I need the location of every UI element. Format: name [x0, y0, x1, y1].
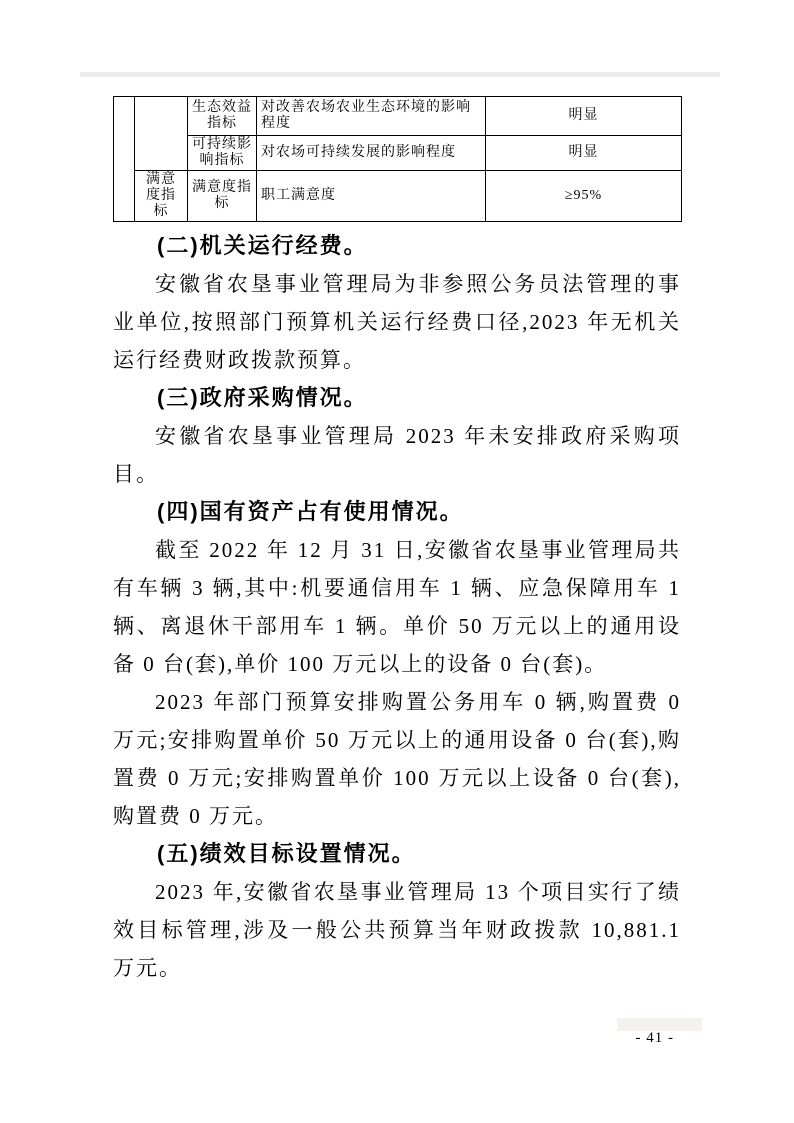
document-body [113, 227, 681, 987]
paragraph: 安徽省农垦事业管理局为非参照公务员法管理的事业单位,按照部门预算机关运行经费口径,2023 年无机关运行经费财政拨款预算。 [113, 272, 681, 372]
table-cell-indicator-type: 生态效益指标 [188, 97, 257, 136]
table-row [114, 97, 682, 136]
section-heading-2: (二)机关运行经费。 [157, 233, 368, 258]
table-cell-value: ≥95% [486, 171, 682, 222]
table-cell-value: 明显 [486, 136, 682, 171]
paragraph: 安徽省农垦事业管理局 2023 年未安排政府采购项目。 [113, 424, 681, 486]
paragraph: 2023 年部门预算安排购置公务用车 0 辆,购置费 0 万元;安排购置单价 50 万元以上的通用设备 0 台(套),购置费 0 万元;安排购置单价 100 万元以上设备 0 台(套),购置费 0 万元。 [113, 690, 681, 828]
table-row [114, 136, 682, 171]
table-cell-indicator: 对农场可持续发展的影响程度 [257, 136, 486, 171]
table-cell-indicator-type: 满意度指标 [188, 171, 257, 222]
section-heading-4: (四)国有资产占有使用情况。 [157, 499, 464, 524]
table-cell-value: 明显 [486, 97, 682, 136]
paragraph: 截至 2022 年 12 月 31 日,安徽省农垦事业管理局共有车辆 3 辆,其中:机要通信用车 1 辆、应急保障用车 1 辆、离退休干部用车 1 辆。单价 50 万元以上的通用设备 0 台(套),单价 100 万元以上的设备 0 台(套)。 [113, 538, 681, 676]
table-cell-category-empty [135, 97, 188, 171]
performance-indicators-table [113, 96, 682, 222]
section-heading-3: (三)政府采购情况。 [157, 385, 368, 410]
table-cell-indicator: 职工满意度 [257, 171, 486, 222]
table-cell-indicator: 对改善农场农业生态环境的影响程度 [257, 97, 486, 136]
page-number: - 41 - [635, 1030, 674, 1046]
table-cell-category: 满意度指标 [135, 171, 188, 222]
table-row [114, 171, 682, 222]
section-heading-5: (五)绩效目标设置情况。 [157, 841, 416, 866]
table-cell-spanner-empty [114, 97, 135, 222]
paragraph: 2023 年,安徽省农垦事业管理局 13 个项目实行了绩效目标管理,涉及一般公共预算当年财政拨款 10,881.1 万元。 [113, 880, 681, 980]
table-cell-indicator-type: 可持续影响指标 [188, 136, 257, 171]
scan-artifact-band [80, 72, 720, 77]
